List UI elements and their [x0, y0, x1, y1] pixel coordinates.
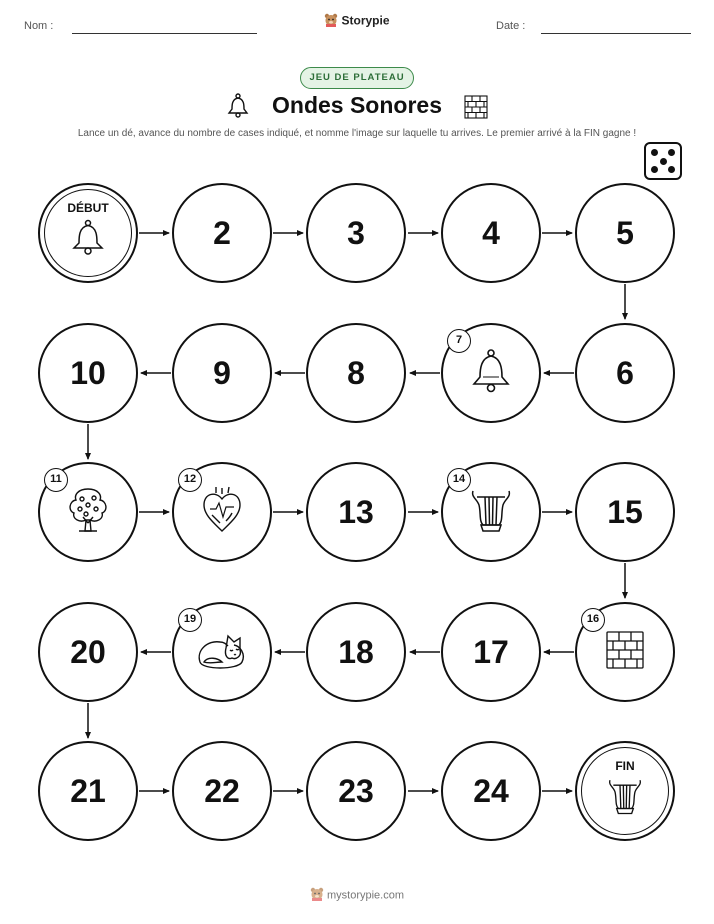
board-square: [441, 602, 541, 702]
square-number: 4: [482, 214, 500, 251]
square-number: 22: [204, 772, 240, 809]
board-square: [306, 602, 406, 702]
picture-square: [38, 462, 138, 562]
board-square: [38, 602, 138, 702]
square-number: 18: [338, 633, 374, 670]
board-square: [306, 323, 406, 423]
picture-square: [441, 462, 541, 562]
square-number: 20: [70, 633, 106, 670]
sleeping-cat-icon: [194, 628, 250, 677]
square-number: 15: [607, 493, 643, 530]
footer: [0, 887, 714, 904]
board-square: [172, 183, 272, 283]
picture-square: [172, 462, 272, 562]
square-number: 7: [447, 329, 471, 353]
square-number: 14: [447, 468, 471, 492]
square-number: 8: [347, 354, 365, 391]
square-number: 2: [213, 214, 231, 251]
square-number: 21: [70, 772, 106, 809]
picture-square: [172, 602, 272, 702]
name-label: Nom :: [24, 20, 54, 32]
board-square: [306, 183, 406, 283]
board-square: [441, 183, 541, 283]
bell-icon: [68, 217, 108, 262]
instructions: Lance un dé, avance du nombre de cases indiqué, et nomme l'image sur laquelle tu arrives. Le premier arrivé à la FIN gagne !: [77, 128, 637, 139]
start-square: [38, 183, 138, 283]
start-label: DÉBUT: [67, 201, 109, 215]
square-number: 3: [347, 214, 365, 251]
tree-icon: [64, 485, 112, 540]
brand-name: Storypie: [341, 13, 390, 28]
picture-square: [441, 323, 541, 423]
lyre-icon: [605, 775, 645, 822]
picture-square: [575, 602, 675, 702]
footer-url: mystorypie.com: [326, 889, 405, 902]
game-type-badge: JEU DE PLATEAU: [300, 67, 414, 89]
bell-icon: [469, 347, 513, 400]
board-square: [38, 741, 138, 841]
square-number: 17: [473, 633, 509, 670]
board-square: [306, 462, 406, 562]
lyre-icon: [467, 485, 515, 540]
board-square: [575, 183, 675, 283]
page-title: Ondes Sonores: [272, 92, 442, 118]
board-square: [575, 462, 675, 562]
square-number: 23: [338, 772, 374, 809]
board-square: [172, 323, 272, 423]
finish-square: [575, 741, 675, 841]
date-label: Date :: [496, 20, 526, 32]
square-number: 24: [473, 772, 509, 809]
heart-icon: [198, 485, 246, 540]
square-number: 12: [178, 468, 202, 492]
finish-label: FIN: [615, 759, 635, 773]
square-number: 9: [213, 354, 231, 391]
board-square: [441, 741, 541, 841]
square-number: 5: [616, 214, 634, 251]
brick-wall-icon: [603, 628, 647, 677]
square-number: 10: [70, 354, 106, 391]
board-square: [575, 323, 675, 423]
square-number: 6: [616, 354, 634, 391]
board-square: [38, 323, 138, 423]
square-number: 19: [178, 608, 202, 632]
board-square: [306, 741, 406, 841]
square-number: 11: [44, 468, 68, 492]
board-square: [172, 741, 272, 841]
storypie-logo-icon: [310, 887, 324, 904]
square-number: 16: [581, 608, 605, 632]
square-number: 13: [338, 493, 374, 530]
